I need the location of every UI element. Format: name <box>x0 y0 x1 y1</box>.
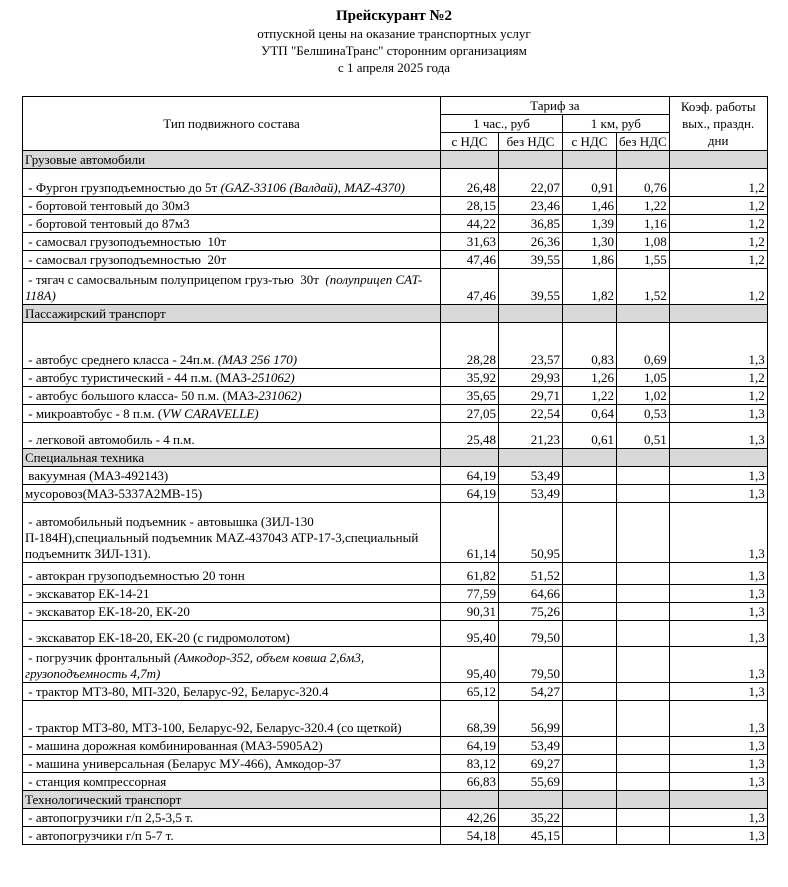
km-without-vat-cell <box>617 701 670 737</box>
hour-without-vat-cell: 29,71 <box>499 387 563 405</box>
vehicle-name: - автобус среднего класса - 24п.м. <box>25 352 218 367</box>
section-empty-cell <box>499 791 563 809</box>
hour-with-vat-cell: 64,19 <box>441 485 499 503</box>
header-km-without-vat: без НДС <box>617 133 670 151</box>
coef-cell: 1,3 <box>669 603 767 621</box>
km-without-vat-cell: 1,55 <box>617 251 670 269</box>
hour-with-vat-cell: 35,65 <box>441 387 499 405</box>
table-row <box>23 467 768 485</box>
coef-cell: 1,3 <box>669 809 767 827</box>
vehicle-model: (GAZ-33106 (Валдай), MAZ-4370) <box>220 180 405 195</box>
vehicle-name: - бортовой тентовый до 30м3 <box>25 198 190 213</box>
table-row <box>23 269 768 305</box>
table-row <box>23 737 768 755</box>
hour-with-vat-cell: 28,28 <box>441 323 499 369</box>
vehicle-name-cell <box>23 603 441 621</box>
hour-with-vat-cell: 65,12 <box>441 683 499 701</box>
section-empty-cell <box>441 151 499 169</box>
vehicle-name-cell <box>23 233 441 251</box>
vehicle-name-cell <box>23 737 441 755</box>
coef-cell: 1,3 <box>669 405 767 423</box>
hour-without-vat-cell: 35,22 <box>499 809 563 827</box>
km-with-vat-cell: 1,30 <box>563 233 617 251</box>
hour-without-vat-cell: 69,27 <box>499 755 563 773</box>
hour-with-vat-cell: 90,31 <box>441 603 499 621</box>
km-with-vat-cell <box>563 683 617 701</box>
table-row <box>23 251 768 269</box>
hour-with-vat-cell: 47,46 <box>441 251 499 269</box>
vehicle-name-cell <box>23 773 441 791</box>
vehicle-name-cell <box>23 369 441 387</box>
vehicle-name-cell <box>23 405 441 423</box>
km-without-vat-cell <box>617 737 670 755</box>
section-title: Грузовые автомобили <box>23 151 441 169</box>
header-coef-line: дни <box>707 133 729 148</box>
vehicle-name: - самосвал грузоподъемностью 20т <box>25 252 227 267</box>
hour-with-vat-cell: 27,05 <box>441 405 499 423</box>
vehicle-name-cell <box>23 621 441 647</box>
section-empty-cell <box>617 449 670 467</box>
vehicle-name: - автопогрузчики г/п 5-7 т. <box>25 828 174 843</box>
coef-cell: 1,3 <box>669 621 767 647</box>
vehicle-model: (Амкодор-352, объем ковша 2,6м3, грузоподъемность 4,7т) <box>25 650 365 681</box>
vehicle-name: - микроавтобус - 8 п.м. ( <box>25 406 163 421</box>
table-row <box>23 701 768 737</box>
hour-without-vat-cell: 51,52 <box>499 563 563 585</box>
km-without-vat-cell: 1,22 <box>617 197 670 215</box>
section-empty-cell <box>563 449 617 467</box>
km-with-vat-cell <box>563 737 617 755</box>
km-with-vat-cell: 0,91 <box>563 169 617 197</box>
km-without-vat-cell: 0,53 <box>617 405 670 423</box>
section-empty-cell <box>499 449 563 467</box>
coef-cell: 1,2 <box>669 169 767 197</box>
section-empty-cell <box>617 305 670 323</box>
coef-cell: 1,3 <box>669 737 767 755</box>
table-row <box>23 585 768 603</box>
km-without-vat-cell: 1,05 <box>617 369 670 387</box>
table-row <box>23 563 768 585</box>
hour-without-vat-cell: 75,26 <box>499 603 563 621</box>
section-empty-cell <box>441 449 499 467</box>
table-row <box>23 423 768 449</box>
km-with-vat-cell <box>563 647 617 683</box>
vehicle-name-cell <box>23 485 441 503</box>
coef-cell: 1,2 <box>669 369 767 387</box>
header-hour-with-vat: с НДС <box>441 133 499 151</box>
section-title: Пассажирский транспорт <box>23 305 441 323</box>
section-empty-cell <box>669 449 767 467</box>
coef-cell: 1,3 <box>669 563 767 585</box>
km-without-vat-cell: 1,52 <box>617 269 670 305</box>
km-without-vat-cell <box>617 647 670 683</box>
vehicle-model: 251062) <box>251 370 295 385</box>
section-empty-cell <box>617 791 670 809</box>
section-title: Технологический транспорт <box>23 791 441 809</box>
vehicle-name: - самосвал грузоподъемностью 10т <box>25 234 227 249</box>
vehicle-name-cell <box>23 683 441 701</box>
hour-without-vat-cell: 64,66 <box>499 585 563 603</box>
hour-without-vat-cell: 36,85 <box>499 215 563 233</box>
price-table <box>22 96 768 845</box>
hour-without-vat-cell: 53,49 <box>499 485 563 503</box>
hour-without-vat-cell: 56,99 <box>499 701 563 737</box>
km-without-vat-cell <box>617 485 670 503</box>
section-empty-cell <box>669 151 767 169</box>
hour-without-vat-cell: 23,57 <box>499 323 563 369</box>
vehicle-name: - машина дорожная комбинированная (МАЗ-5905А2) <box>25 738 323 753</box>
hour-with-vat-cell: 47,46 <box>441 269 499 305</box>
km-with-vat-cell <box>563 701 617 737</box>
hour-without-vat-cell: 39,55 <box>499 269 563 305</box>
table-row <box>23 485 768 503</box>
table-row <box>23 387 768 405</box>
km-without-vat-cell <box>617 503 670 563</box>
km-with-vat-cell <box>563 603 617 621</box>
km-without-vat-cell <box>617 755 670 773</box>
vehicle-name-cell <box>23 323 441 369</box>
section-empty-cell <box>563 151 617 169</box>
table-row <box>23 215 768 233</box>
vehicle-name: - экскаватор ЕК-18-20, ЕК-20 (с гидромолотом) <box>25 630 290 645</box>
subtitle-line: УТП "БелшинаТранс" сторонним организациям <box>261 43 527 58</box>
vehicle-name-cell <box>23 585 441 603</box>
hour-without-vat-cell: 29,93 <box>499 369 563 387</box>
section-empty-cell <box>441 305 499 323</box>
section-row <box>23 151 768 169</box>
hour-with-vat-cell: 54,18 <box>441 827 499 845</box>
hour-with-vat-cell: 77,59 <box>441 585 499 603</box>
header-per-km: 1 км, руб <box>563 115 670 133</box>
coef-cell: 1,2 <box>669 251 767 269</box>
table-row <box>23 233 768 251</box>
header-km-with-vat: с НДС <box>563 133 617 151</box>
vehicle-name: - станция компрессорная <box>25 774 167 789</box>
section-row <box>23 791 768 809</box>
hour-with-vat-cell: 83,12 <box>441 755 499 773</box>
km-without-vat-cell <box>617 563 670 585</box>
hour-with-vat-cell: 64,19 <box>441 467 499 485</box>
table-row <box>23 621 768 647</box>
vehicle-name: вакуумная (МАЗ-492143) <box>25 468 169 483</box>
km-with-vat-cell <box>563 585 617 603</box>
coef-cell: 1,3 <box>669 827 767 845</box>
header-per-hour: 1 час., руб <box>441 115 563 133</box>
table-row <box>23 169 768 197</box>
coef-cell: 1,2 <box>669 233 767 251</box>
vehicle-name-cell <box>23 755 441 773</box>
km-with-vat-cell <box>563 563 617 585</box>
vehicle-name-cell <box>23 387 441 405</box>
km-with-vat-cell <box>563 621 617 647</box>
vehicle-name-cell <box>23 269 441 305</box>
section-empty-cell <box>563 791 617 809</box>
section-row <box>23 305 768 323</box>
vehicle-name: - автокран грузоподъемностью 20 тонн <box>25 568 245 583</box>
vehicle-name: - бортовой тентовый до 87м3 <box>25 216 190 231</box>
km-with-vat-cell: 0,61 <box>563 423 617 449</box>
km-without-vat-cell: 1,02 <box>617 387 670 405</box>
hour-without-vat-cell: 79,50 <box>499 621 563 647</box>
section-row <box>23 449 768 467</box>
km-without-vat-cell <box>617 621 670 647</box>
table-row <box>23 503 768 563</box>
table-row <box>23 323 768 369</box>
km-with-vat-cell <box>563 773 617 791</box>
section-empty-cell <box>499 151 563 169</box>
km-without-vat-cell <box>617 773 670 791</box>
km-with-vat-cell: 0,83 <box>563 323 617 369</box>
coef-cell: 1,3 <box>669 503 767 563</box>
hour-with-vat-cell: 25,48 <box>441 423 499 449</box>
vehicle-name-cell <box>23 563 441 585</box>
km-with-vat-cell <box>563 827 617 845</box>
table-row <box>23 603 768 621</box>
header-type: Тип подвижного состава <box>23 97 441 151</box>
km-with-vat-cell: 0,64 <box>563 405 617 423</box>
hour-without-vat-cell: 54,27 <box>499 683 563 701</box>
vehicle-name: - тягач с самосвальным полуприцепом груз-тью 30т <box>25 272 326 287</box>
hour-with-vat-cell: 35,92 <box>441 369 499 387</box>
hour-with-vat-cell: 95,40 <box>441 621 499 647</box>
coef-cell: 1,3 <box>669 423 767 449</box>
table-row <box>23 405 768 423</box>
table-row <box>23 369 768 387</box>
hour-without-vat-cell: 22,07 <box>499 169 563 197</box>
km-with-vat-cell: 1,82 <box>563 269 617 305</box>
section-empty-cell <box>563 305 617 323</box>
hour-without-vat-cell: 53,49 <box>499 737 563 755</box>
km-with-vat-cell <box>563 755 617 773</box>
coef-cell: 1,3 <box>669 585 767 603</box>
table-row <box>23 809 768 827</box>
section-empty-cell <box>499 305 563 323</box>
vehicle-name-cell <box>23 809 441 827</box>
km-without-vat-cell: 0,76 <box>617 169 670 197</box>
km-with-vat-cell <box>563 809 617 827</box>
vehicle-model: (полуприцеп CAT-118A) <box>25 272 423 303</box>
subtitle-line: отпускной цены на оказание транспортных услуг <box>257 26 531 41</box>
km-with-vat-cell: 1,46 <box>563 197 617 215</box>
km-without-vat-cell: 1,16 <box>617 215 670 233</box>
vehicle-name-cell <box>23 647 441 683</box>
vehicle-name-cell <box>23 701 441 737</box>
section-empty-cell <box>441 791 499 809</box>
vehicle-name: - легковой автомобиль - 4 п.м. <box>25 432 195 447</box>
hour-without-vat-cell: 26,36 <box>499 233 563 251</box>
vehicle-name-cell <box>23 467 441 485</box>
hour-without-vat-cell: 53,49 <box>499 467 563 485</box>
km-without-vat-cell <box>617 827 670 845</box>
hour-with-vat-cell: 31,63 <box>441 233 499 251</box>
hour-with-vat-cell: 68,39 <box>441 701 499 737</box>
km-without-vat-cell <box>617 467 670 485</box>
document-title: Прейскурант №2 <box>335 8 453 24</box>
km-with-vat-cell <box>563 503 617 563</box>
coef-cell: 1,2 <box>669 197 767 215</box>
km-without-vat-cell: 0,51 <box>617 423 670 449</box>
km-with-vat-cell: 1,26 <box>563 369 617 387</box>
vehicle-name-cell <box>23 423 441 449</box>
vehicle-model: (МАЗ 256 170) <box>217 352 298 367</box>
coef-cell: 1,3 <box>669 485 767 503</box>
vehicle-name: - автобус туристический - 44 п.м. (МАЗ- <box>25 370 252 385</box>
hour-without-vat-cell: 21,23 <box>499 423 563 449</box>
coef-cell: 1,2 <box>669 215 767 233</box>
vehicle-name: - автомобильный подъемник - автовышка (ЗИЛ-130 П-184Н),специальный подъемник MAZ-437043 ATP-17-3,специальный подъемнитк ЗИЛ-131). <box>25 514 422 561</box>
hour-with-vat-cell: 44,22 <box>441 215 499 233</box>
header-coef-line: вых., праздн. <box>682 116 755 131</box>
km-without-vat-cell <box>617 683 670 701</box>
hour-with-vat-cell: 61,82 <box>441 563 499 585</box>
km-with-vat-cell: 1,86 <box>563 251 617 269</box>
coef-cell: 1,3 <box>669 683 767 701</box>
km-with-vat-cell: 1,22 <box>563 387 617 405</box>
hour-without-vat-cell: 55,69 <box>499 773 563 791</box>
section-empty-cell <box>617 151 670 169</box>
vehicle-name-cell <box>23 197 441 215</box>
coef-cell: 1,3 <box>669 701 767 737</box>
vehicle-name: - машина универсальная (Беларус МУ-466), Амкодор-37 <box>25 756 342 771</box>
hour-with-vat-cell: 26,48 <box>441 169 499 197</box>
vehicle-name-cell <box>23 503 441 563</box>
document-header <box>0 0 788 76</box>
hour-with-vat-cell: 42,26 <box>441 809 499 827</box>
km-with-vat-cell <box>563 467 617 485</box>
table-row <box>23 197 768 215</box>
km-without-vat-cell <box>617 603 670 621</box>
vehicle-name: - экскаватор ЕК-18-20, ЕК-20 <box>25 604 190 619</box>
hour-without-vat-cell: 45,15 <box>499 827 563 845</box>
km-with-vat-cell <box>563 485 617 503</box>
vehicle-name: - погрузчик фронтальный <box>25 650 174 665</box>
coef-cell: 1,3 <box>669 323 767 369</box>
hour-with-vat-cell: 66,83 <box>441 773 499 791</box>
hour-with-vat-cell: 61,14 <box>441 503 499 563</box>
subtitle-line: с 1 апреля 2025 года <box>337 60 451 75</box>
section-title: Специальная техника <box>23 449 441 467</box>
coef-cell: 1,3 <box>669 647 767 683</box>
hour-without-vat-cell: 23,46 <box>499 197 563 215</box>
vehicle-model: VW CARAVELLE) <box>162 406 259 421</box>
vehicle-model: 231062) <box>258 388 302 403</box>
coef-cell: 1,2 <box>669 269 767 305</box>
header-hour-without-vat: без НДС <box>499 133 563 151</box>
header-coef-line: Коэф. работы <box>680 99 756 114</box>
vehicle-name: - Фургон грузподъемностью до 5т <box>25 180 221 195</box>
km-without-vat-cell <box>617 809 670 827</box>
header-coef <box>669 97 767 151</box>
section-empty-cell <box>669 305 767 323</box>
hour-without-vat-cell: 79,50 <box>499 647 563 683</box>
vehicle-name: - трактор МТЗ-80, МТЗ-100, Беларус-92, Беларус-320.4 (со щеткой) <box>25 720 402 735</box>
table-row <box>23 683 768 701</box>
vehicle-name: мусоровоз(МАЗ-5337А2МВ-15) <box>25 486 203 501</box>
vehicle-name: - экскаватор ЕК-14-21 <box>25 586 150 601</box>
coef-cell: 1,3 <box>669 755 767 773</box>
vehicle-name-cell <box>23 215 441 233</box>
coef-cell: 1,2 <box>669 387 767 405</box>
vehicle-name-cell <box>23 251 441 269</box>
km-without-vat-cell <box>617 585 670 603</box>
vehicle-name: - автопогрузчики г/п 2,5-3,5 т. <box>25 810 194 825</box>
km-with-vat-cell: 1,39 <box>563 215 617 233</box>
km-without-vat-cell: 0,69 <box>617 323 670 369</box>
header-tariff: Тариф за <box>441 97 670 115</box>
hour-with-vat-cell: 95,40 <box>441 647 499 683</box>
vehicle-name: - автобус большого класса- 50 п.м. (МАЗ- <box>25 388 259 403</box>
hour-without-vat-cell: 50,95 <box>499 503 563 563</box>
coef-cell: 1,3 <box>669 467 767 485</box>
km-without-vat-cell: 1,08 <box>617 233 670 251</box>
hour-with-vat-cell: 64,19 <box>441 737 499 755</box>
table-row <box>23 647 768 683</box>
vehicle-name-cell <box>23 169 441 197</box>
hour-without-vat-cell: 22,54 <box>499 405 563 423</box>
vehicle-name-cell <box>23 827 441 845</box>
table-row <box>23 827 768 845</box>
hour-with-vat-cell: 28,15 <box>441 197 499 215</box>
hour-without-vat-cell: 39,55 <box>499 251 563 269</box>
table-row <box>23 755 768 773</box>
coef-cell: 1,3 <box>669 773 767 791</box>
section-empty-cell <box>669 791 767 809</box>
vehicle-name: - трактор МТЗ-80, МП-320, Беларус-92, Беларус-320.4 <box>25 684 329 699</box>
table-row <box>23 773 768 791</box>
